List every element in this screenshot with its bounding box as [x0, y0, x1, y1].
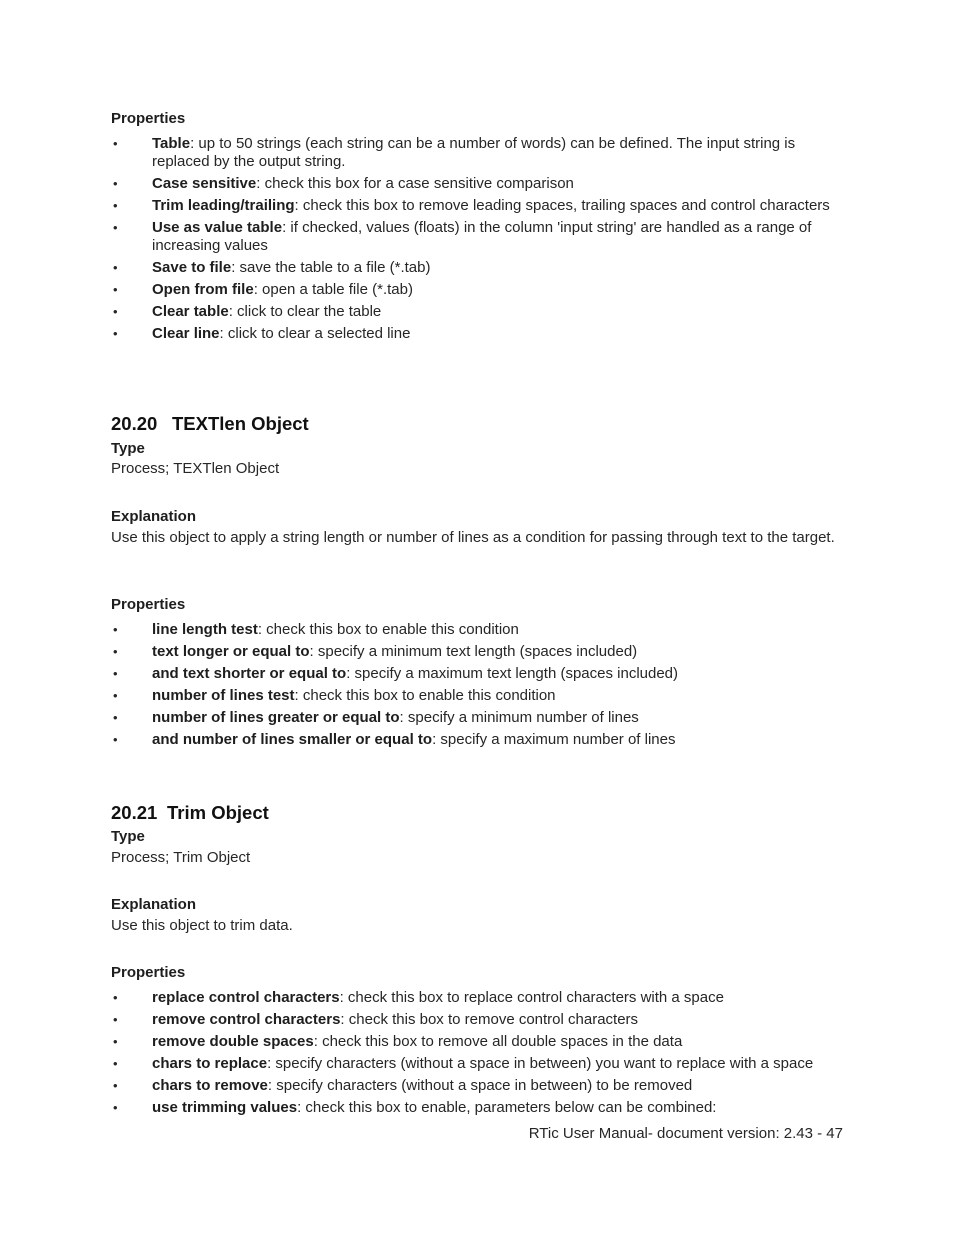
bullet-icon: • [113, 176, 118, 191]
list-item-desc: : check this box to remove control characters [340, 1011, 639, 1028]
list-item [111, 281, 846, 299]
list-item-desc: : check this box to enable this condition [257, 621, 519, 638]
type-value: Process; TEXTlen Object [111, 460, 280, 477]
list-item-term: line length test [152, 621, 258, 638]
list-item-desc: : check this box to remove all double spaces in the data [313, 1033, 683, 1050]
list-item-desc: : click to clear a selected line [219, 325, 411, 342]
list-item-desc: : check this box to remove leading spaces, trailing spaces and control characters [294, 197, 830, 214]
type-label: Type [111, 440, 145, 457]
list-item-term: Case sensitive [152, 175, 257, 192]
list-item-desc: : check this box for a case sensitive comparison [256, 175, 574, 192]
list-item-desc: : save the table to a file (*.tab) [231, 259, 431, 276]
list-item [111, 665, 846, 683]
list-item [111, 325, 846, 343]
list-item-desc: : if checked, values (floats) in the column 'input string' are handled as a range of increasing values [152, 219, 812, 254]
list-item-term: Trim leading/trailing [152, 197, 295, 214]
list-item [111, 219, 846, 255]
list-item-term: Open from file [152, 281, 254, 298]
bullet-icon: • [113, 326, 118, 341]
list-item [111, 1011, 846, 1029]
bullet-icon: • [113, 282, 118, 297]
list-item-desc: : specify a maximum text length (spaces included) [346, 665, 679, 682]
list-item [111, 709, 846, 727]
list-item [111, 135, 846, 171]
list-item-term: and number of lines smaller or equal to [152, 731, 433, 748]
list-item-desc: : specify a minimum text length (spaces included) [309, 643, 638, 660]
list-item-desc: : check this box to replace control characters with a space [339, 989, 724, 1006]
bullet-icon: • [113, 260, 118, 275]
bullet-icon: • [113, 688, 118, 703]
list-item-term: chars to remove [152, 1077, 268, 1094]
bullet-icon: • [113, 990, 118, 1005]
explanation-label: Explanation [111, 896, 197, 913]
list-item-desc: : specify a minimum number of lines [399, 709, 639, 726]
list-item [111, 259, 846, 277]
list-item [111, 1099, 846, 1117]
list-item [111, 1055, 846, 1073]
list-item-desc: : check this box to enable, parameters below can be combined: [297, 1099, 717, 1116]
section-title: Trim Object [167, 802, 269, 823]
bullet-icon: • [113, 1078, 118, 1093]
list-item-term: Use as value table [152, 219, 283, 236]
list-item [111, 643, 846, 661]
bullet-icon: • [113, 644, 118, 659]
section-number: 20.21 [111, 802, 158, 823]
bullet-icon: • [113, 622, 118, 637]
list-item-desc: : open a table file (*.tab) [253, 281, 413, 298]
page-footer: RTic User Manual- document version: 2.43 - 47 [528, 1125, 843, 1142]
list-item [111, 175, 846, 193]
bullet-icon: • [113, 198, 118, 213]
list-item-desc: : click to clear the table [228, 303, 382, 320]
bullet-icon: • [113, 1012, 118, 1027]
list-item-term: replace control characters [152, 989, 340, 1006]
properties-label: Properties [111, 596, 186, 613]
list-item-term: Save to file [152, 259, 232, 276]
list-item-term: number of lines greater or equal to [152, 709, 400, 726]
properties-label: Properties [111, 110, 186, 127]
type-label: Type [111, 828, 145, 845]
bullet-icon: • [113, 1056, 118, 1071]
bullet-icon: • [113, 732, 118, 747]
list-item-desc: : specify characters (without a space in between) to be removed [267, 1077, 693, 1094]
list-item [111, 989, 846, 1007]
list-item-term: Table [152, 135, 191, 152]
section-title: TEXTlen Object [172, 413, 309, 434]
bullet-icon: • [113, 666, 118, 681]
list-item-desc: : check this box to enable this condition [294, 687, 556, 704]
list-item-term: remove control characters [152, 1011, 341, 1028]
list-item [111, 687, 846, 705]
list-item-term: and text shorter or equal to [152, 665, 347, 682]
explanation-label: Explanation [111, 508, 197, 525]
list-item-desc: : up to 50 strings (each string can be a number of words) can be defined. The input string is replaced by the output string. [152, 135, 796, 170]
explanation-text: Use this object to trim data. [111, 917, 293, 934]
list-item-term: chars to replace [152, 1055, 268, 1072]
list-item-term: Clear table [152, 303, 229, 320]
list-item-term: Clear line [152, 325, 220, 342]
properties-list [111, 621, 846, 753]
list-item-term: number of lines test [152, 687, 295, 704]
section-heading-20-21 [111, 802, 269, 824]
explanation-text: Use this object to apply a string length or number of lines as a condition for passing through text to the target. [111, 529, 835, 546]
list-item [111, 621, 846, 639]
list-item [111, 731, 846, 749]
bullet-icon: • [113, 1100, 118, 1115]
properties-list [111, 135, 846, 347]
bullet-icon: • [113, 220, 118, 235]
list-item-term: remove double spaces [152, 1033, 314, 1050]
list-item [111, 1077, 846, 1095]
bullet-icon: • [113, 304, 118, 319]
list-item [111, 1033, 846, 1051]
section-heading-20-20 [111, 413, 309, 435]
list-item-desc: : specify a maximum number of lines [432, 731, 676, 748]
list-item [111, 197, 846, 215]
list-item-term: text longer or equal to [152, 643, 310, 660]
type-value: Process; Trim Object [111, 849, 251, 866]
properties-label: Properties [111, 964, 186, 981]
section-number: 20.20 [111, 413, 158, 434]
properties-list [111, 989, 846, 1121]
bullet-icon: • [113, 136, 118, 151]
list-item-desc: : specify characters (without a space in between) you want to replace with a space [267, 1055, 814, 1072]
list-item [111, 303, 846, 321]
list-item-term: use trimming values [152, 1099, 298, 1116]
bullet-icon: • [113, 710, 118, 725]
bullet-icon: • [113, 1034, 118, 1049]
